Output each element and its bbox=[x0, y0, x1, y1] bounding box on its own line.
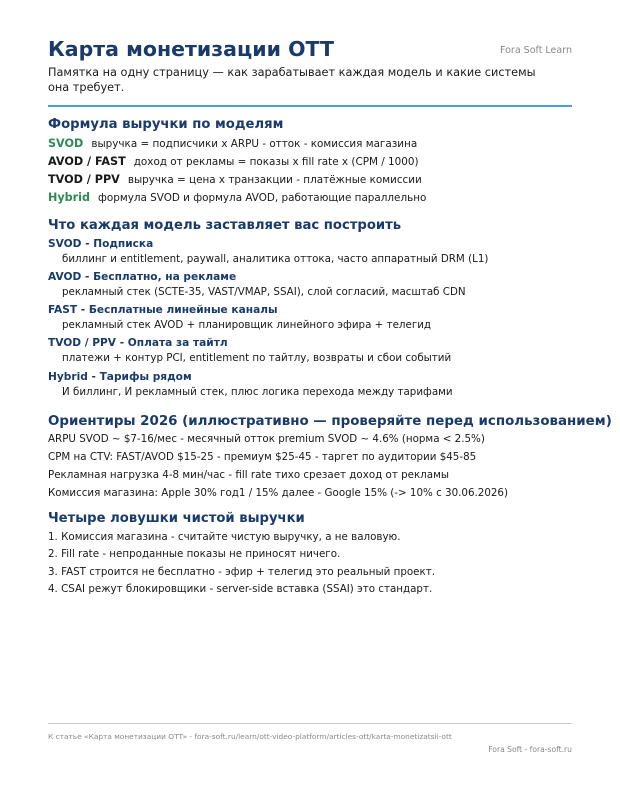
formula-row-tvod bbox=[48, 173, 422, 187]
footer-divider bbox=[48, 723, 572, 724]
formula-text: формула SVOD и формула AVOD, работающие параллельно bbox=[98, 192, 427, 204]
footer-source-link[interactable]: К статье «Карта монетизации OTT» - fora-soft.ru/learn/ott-video-platform/articles-ott/karta-monetizatsii-ott bbox=[48, 732, 452, 741]
benchmark-line: ARPU SVOD ~ $7-16/мес - месячный отток premium SVOD ~ 4.6% (норма < 2.5%) bbox=[48, 433, 485, 445]
footer-brand: Fora Soft - fora-soft.ru bbox=[488, 745, 572, 754]
benchmark-line: CPM на CTV: FAST/AVOD $15-25 - премиум $25-45 - таргет по аудитории $45-85 bbox=[48, 451, 477, 463]
trap-item: 1. Комиссия магазина - считайте чистую выручку, а не валовую. bbox=[48, 531, 401, 543]
formula-key: AVOD / FAST bbox=[48, 155, 126, 168]
model-block-desc: рекламный стек AVOD + планировщик линейного эфира + телегид bbox=[62, 319, 432, 331]
page-title: Карта монетизации OTT bbox=[48, 37, 334, 61]
section-heading-benchmarks: Ориентиры 2026 (иллюстративно — проверяйте перед использованием) bbox=[48, 414, 612, 429]
formula-key: TVOD / PPV bbox=[48, 173, 120, 186]
formula-text: выручка = цена x транзакции - платёжные комиссии bbox=[127, 174, 422, 186]
model-block-title: Hybrid - Тарифы рядом bbox=[48, 371, 192, 383]
trap-item: 3. FAST строится не бесплатно - эфир + телегид это реальный проект. bbox=[48, 566, 436, 578]
formula-text: выручка = подписчики x ARPU - отток - комиссия магазина bbox=[91, 138, 418, 150]
page-subtitle: Памятка на одну страницу — как зарабатывает каждая модель и какие системы она требует. bbox=[48, 66, 536, 94]
section-heading-build: Что каждая модель заставляет вас построить bbox=[48, 218, 402, 233]
trap-item: 4. CSAI режут блокировщики - server-side вставка (SSAI) это стандарт. bbox=[48, 583, 433, 595]
benchmark-line: Комиссия магазина: Apple 30% год1 / 15% далее - Google 15% (-> 10% с 30.06.2026) bbox=[48, 487, 508, 499]
section-heading-formulas: Формула выручки по моделям bbox=[48, 117, 284, 132]
model-block-desc: платежи + контур PCI, entitlement по тайтлу, возвраты и сбои событий bbox=[62, 352, 452, 364]
formula-row-avod bbox=[48, 155, 419, 169]
section-heading-traps: Четыре ловушки чистой выручки bbox=[48, 511, 305, 526]
model-block-title: SVOD - Подписка bbox=[48, 238, 154, 250]
model-block-title: FAST - Бесплатные линейные каналы bbox=[48, 304, 278, 316]
cheat-sheet-page bbox=[48, 0, 612, 803]
formula-key: Hybrid bbox=[48, 191, 91, 204]
header bbox=[48, 37, 572, 65]
trap-item: 2. Fill rate - непроданные показы не приносят ничего. bbox=[48, 548, 341, 560]
brand-label: Fora Soft Learn bbox=[499, 45, 572, 56]
benchmark-line: Рекламная нагрузка 4-8 мин/час - fill rate тихо срезает доход от рекламы bbox=[48, 469, 449, 481]
model-block-title: AVOD - Бесплатно, на рекламе bbox=[48, 271, 237, 283]
formula-row-svod bbox=[48, 137, 417, 151]
formula-text: доход от рекламы = показы x fill rate x (CPM / 1000) bbox=[133, 156, 419, 168]
model-block-desc: биллинг и entitlement, paywall, аналитика оттока, часто аппаратный DRM (L1) bbox=[62, 253, 489, 265]
model-block-desc: И биллинг, И рекламный стек, плюс логика перехода между тарифами bbox=[62, 386, 453, 398]
header-divider bbox=[48, 105, 572, 107]
formula-row-hybrid bbox=[48, 191, 426, 205]
model-block-desc: рекламный стек (SCTE-35, VAST/VMAP, SSAI), слой согласий, масштаб CDN bbox=[62, 286, 466, 298]
formula-key: SVOD bbox=[48, 137, 84, 150]
model-block-title: TVOD / PPV - Оплата за тайтл bbox=[48, 337, 228, 349]
